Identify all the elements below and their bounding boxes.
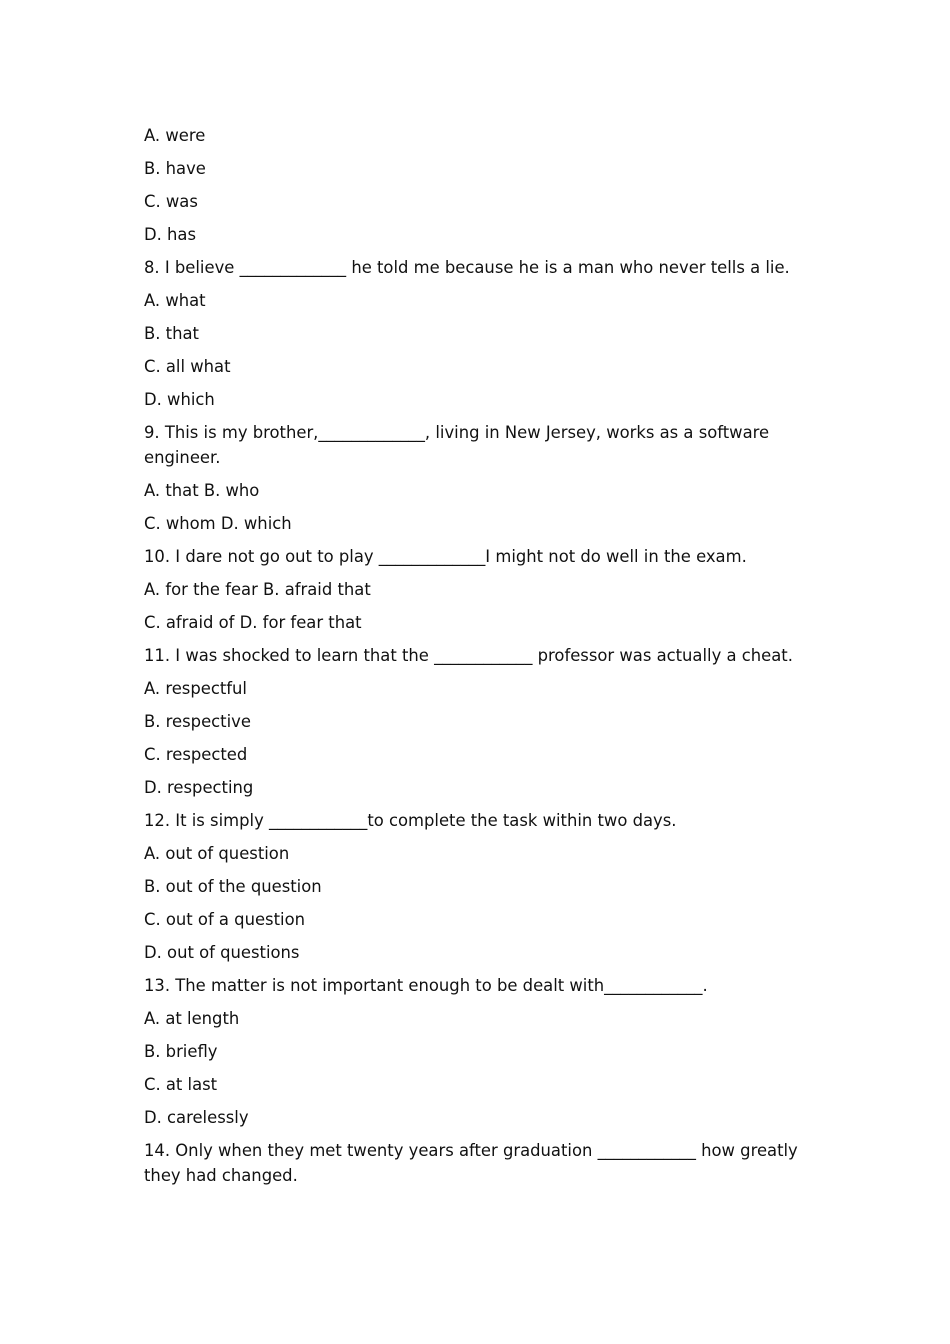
- option-line: B. have: [144, 159, 206, 178]
- option-line: A. out of question: [144, 843, 290, 863]
- question-13: 13. The matter is not important enough to be dealt with____________.: [144, 975, 708, 995]
- question-9: 9. This is my brother,_____________, living in New Jersey, works as a software engineer.: [144, 423, 775, 467]
- option-line: C. out of a question: [144, 909, 305, 929]
- question-11: 11. I was shocked to learn that the ____________ professor was actually a cheat.: [144, 645, 793, 665]
- option-line: C. was: [144, 192, 198, 211]
- option-line: D. respecting: [144, 777, 254, 797]
- option-line: C. at last: [144, 1074, 218, 1094]
- option-line: B. that: [144, 324, 199, 343]
- option-line: C. afraid of D. for fear that: [144, 612, 362, 632]
- option-line: A. for the fear B. afraid that: [144, 579, 371, 599]
- option-line: C. whom D. which: [144, 513, 292, 533]
- option-line: D. has: [144, 225, 197, 244]
- question-12: 12. It is simply ____________to complete the task within two days.: [144, 810, 677, 830]
- question-10: 10. I dare not go out to play _____________I might not do well in the exam.: [144, 546, 747, 566]
- option-line: D. carelessly: [144, 1107, 249, 1127]
- question-14: 14. Only when they met twenty years after graduation ____________ how greatly they had changed.: [144, 1140, 803, 1185]
- option-line: C. respected: [144, 744, 248, 764]
- option-line: C. all what: [144, 357, 231, 376]
- option-line: A. that B. who: [144, 480, 260, 500]
- option-line: D. which: [144, 390, 215, 409]
- option-line: A. what: [144, 291, 206, 310]
- option-line: B. out of the question: [144, 876, 322, 896]
- question-8: 8. I believe _____________ he told me because he is a man who never tells a lie.: [144, 258, 790, 277]
- option-line: B. respective: [144, 711, 251, 731]
- option-line: D. out of questions: [144, 942, 300, 962]
- option-line: A. at length: [144, 1008, 240, 1028]
- option-line: A. were: [144, 126, 206, 145]
- option-line: A. respectful: [144, 678, 247, 698]
- document-page: [144, 124, 810, 1197]
- option-line: B. briefly: [144, 1041, 218, 1061]
